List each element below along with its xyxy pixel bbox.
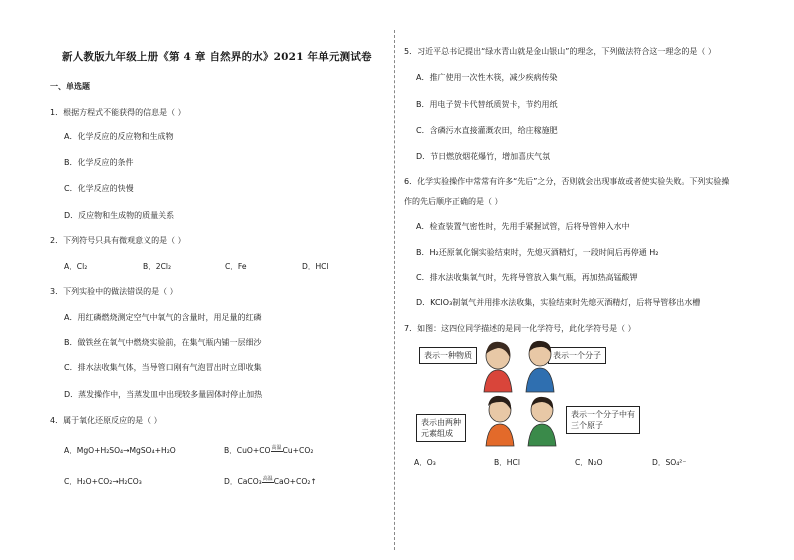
question-1-option-a[interactable]: A．化学反应的反应物和生成物 <box>64 132 174 141</box>
column-divider <box>394 30 395 550</box>
question-5-option-c[interactable]: C．含磷污水直接灌溉农田，给庄稼施肥 <box>416 126 558 135</box>
question-3-option-d[interactable]: D．蒸发操作中，当蒸发皿中出现较多量固体时停止加热 <box>64 390 263 399</box>
question-3-option-c[interactable]: C．排水法收集气体，当导管口刚有气泡冒出时立即收集 <box>64 363 262 372</box>
question-2-option-d[interactable]: D．HCl <box>302 262 329 271</box>
page-title: 新人教版九年级上册《第 4 章 自然界的水》2021 年单元测试卷 <box>62 51 372 63</box>
question-7-option-b[interactable]: B．HCl <box>494 458 520 467</box>
question-4-stem: 4．属于氧化还原反应的是（ ） <box>50 416 162 425</box>
speech-bubble-2: 表示一个分子 <box>548 347 606 364</box>
question-2-option-b[interactable]: B．2Cl₂ <box>143 262 172 271</box>
speech-bubble-1: 表示一种物质 <box>419 347 477 364</box>
question-6-option-a[interactable]: A．检查装置气密性时，先用手紧握试管，后将导管伸入水中 <box>416 222 630 231</box>
question-6-option-d[interactable]: D．KClO₃制氧气并用排水法收集，实验结束时先熄灭酒精灯，后将导管移出水槽 <box>416 298 701 307</box>
question-3-stem: 3．下列实验中的做法错误的是（ ） <box>50 287 178 296</box>
student-3-figure <box>486 396 514 446</box>
question-2-option-a[interactable]: A．Cl₂ <box>64 262 88 271</box>
question-6-stem-line-2: 作的先后顺序正确的是（ ） <box>404 197 503 206</box>
speech-bubble-3: 表示由两种元素组成 <box>416 414 466 442</box>
question-7-stem: 7．如图：这四位同学描述的是同一化学符号，此化学符号是（ ） <box>404 324 636 333</box>
question-1-option-c[interactable]: C．化学反应的快慢 <box>64 184 134 193</box>
question-4-option-d[interactable]: D．CaCO₃高温CaO+CO₂↑ <box>224 476 317 486</box>
question-7-option-d[interactable]: D．SO₄²⁻ <box>652 458 687 467</box>
question-2-stem: 2．下列符号只具有微观意义的是（ ） <box>50 236 186 245</box>
question-5-stem: 5．习近平总书记提出“绿水青山就是金山银山”的理念，下列做法符合这一理念的是（ ） <box>404 47 716 56</box>
question-4-option-c[interactable]: C．H₂O+CO₂→H₂CO₃ <box>64 477 142 486</box>
question-3-option-a[interactable]: A．用红磷燃烧测定空气中氧气的含量时，用足量的红磷 <box>64 313 262 322</box>
question-6-option-b[interactable]: B．H₂还原氧化铜实验结束时，先熄灭酒精灯，一段时间后再停通 H₂ <box>416 248 659 257</box>
reaction-condition: 高温 <box>271 445 282 451</box>
question-7-option-a[interactable]: A．O₃ <box>414 458 436 467</box>
question-1-option-b[interactable]: B．化学反应的条件 <box>64 158 134 167</box>
question-1-stem: 1．根据方程式不能获得的信息是（ ） <box>50 108 186 117</box>
question-6-option-c[interactable]: C．排水法收集氧气时，先将导管放入集气瓶，再加热高锰酸钾 <box>416 273 638 282</box>
question-5-option-d[interactable]: D．节日燃放烟花爆竹，增加喜庆气氛 <box>416 152 551 161</box>
section-heading: 一、单选题 <box>50 82 90 91</box>
question-4-option-a[interactable]: A．MgO+H₂SO₄→MgSO₄+H₂O <box>64 446 176 455</box>
student-2-figure <box>526 341 554 392</box>
student-4-figure <box>528 397 556 446</box>
question-5-option-a[interactable]: A．推广使用一次性木筷，减少疾病传染 <box>416 73 558 82</box>
reaction-condition: 高温 <box>262 476 273 482</box>
question-7-option-c[interactable]: C．N₂O <box>575 458 603 467</box>
question-1-option-d[interactable]: D．反应物和生成物的质量关系 <box>64 211 175 220</box>
question-6-stem-line-1: 6．化学实验操作中常常有许多“先后”之分，否则就会出现事故或者使实验失败。下列实验操 <box>404 177 730 186</box>
students-illustration <box>478 340 568 448</box>
question-2-option-c[interactable]: C．Fe <box>225 262 247 271</box>
student-1-figure <box>484 342 512 392</box>
speech-bubble-4: 表示一个分子中有三个原子 <box>566 406 640 434</box>
question-3-option-b[interactable]: B．做铁丝在氧气中燃烧实验前，在集气瓶内铺一层细沙 <box>64 338 262 347</box>
question-5-option-b[interactable]: B．用电子贺卡代替纸质贺卡，节约用纸 <box>416 100 558 109</box>
question-4-option-b[interactable]: B．CuO+CO高温Cu+CO₂ <box>224 445 314 455</box>
